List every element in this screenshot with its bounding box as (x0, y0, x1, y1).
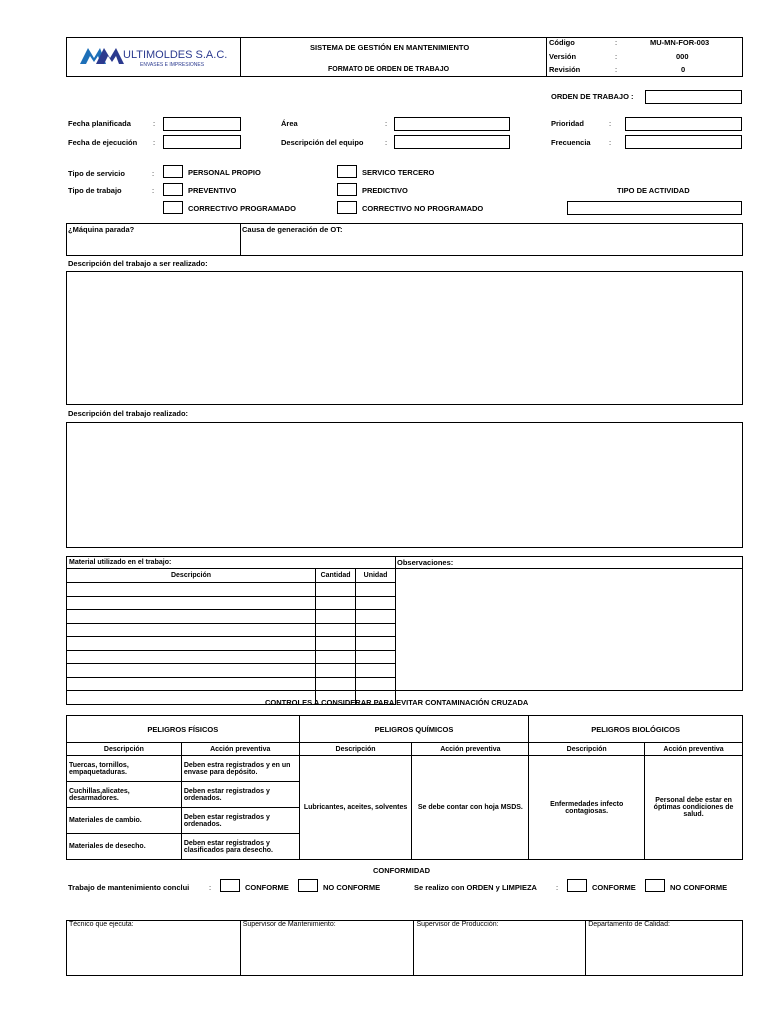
fis-accion-3: Deben estar registrados y clasificados para desecho. (181, 834, 299, 860)
trabajo-no-conforme-checkbox[interactable] (298, 879, 318, 892)
material-col-unidad: Unidad (356, 569, 396, 583)
controles-title: CONTROLES A CONSIDERAR PARA EVITAR CONTAMINACIÓN CRUZADA (265, 698, 529, 707)
predictivo-checkbox[interactable] (337, 183, 357, 196)
logo-text: ULTIMOLDES S.A.C. (123, 49, 228, 61)
codigo-value: MU-MN-FOR-003 (650, 38, 710, 47)
version-value: 000 (676, 52, 689, 61)
fis-desc-2: Materiales de cambio. (67, 808, 182, 834)
frecuencia-label: Frecuencia (551, 138, 591, 147)
fis-accion-1: Deben estar registrados y ordenados. (181, 782, 299, 808)
table-row (67, 637, 396, 651)
table-row (67, 623, 396, 637)
fis-desc-0: Tuercas, tornillos, empaquetaduras. (67, 756, 182, 782)
table-row (67, 610, 396, 624)
trabajo-concluido-colon: : (209, 883, 212, 892)
bio-desc: Enfermedades infecto contagiosas. (529, 756, 645, 860)
prioridad-input[interactable] (625, 117, 742, 131)
area-label: Área (281, 119, 298, 128)
servicio-tercero-checkbox[interactable] (337, 165, 357, 178)
peligros-biologicos-header: PELIGROS BIOLÓGICOS (529, 716, 743, 743)
bio-accion-header: Acción preventiva (645, 743, 743, 756)
trabajo-concluido-label: Trabajo de mantenimiento conclui (68, 883, 190, 892)
tipo-trabajo-colon: : (152, 186, 155, 195)
personal-propio-label: PERSONAL PROPIO (188, 168, 261, 177)
quim-accion: Se debe contar con hoja MSDS. (412, 756, 529, 860)
trabajo-conforme-label: CONFORME (245, 883, 289, 892)
firma-tecnico-label: Técnico que ejecuta: (69, 921, 134, 928)
version-colon: : (615, 52, 618, 61)
fecha-planificada-colon: : (153, 119, 156, 128)
system-title: SISTEMA DE GESTIÓN EN MANTENIMIENTO (310, 43, 470, 52)
table-row (67, 664, 396, 678)
desc-realizado-textarea[interactable] (66, 422, 743, 548)
preventivo-label: PREVENTIVO (188, 186, 237, 195)
maquina-parada-label: ¿Máquina parada? (68, 225, 135, 234)
observaciones-divider (395, 568, 743, 569)
header-divider-2 (546, 37, 547, 77)
table-row (67, 677, 396, 691)
revision-colon: : (615, 65, 618, 74)
peligros-fisicos-header: PELIGROS FÍSICOS (67, 716, 300, 743)
fecha-planificada-input[interactable] (163, 117, 241, 131)
causa-ot-label: Causa de generación de OT: (242, 225, 343, 234)
quim-desc: Lubricantes, aceites, solventes (299, 756, 412, 860)
limpieza-colon: : (556, 883, 559, 892)
codigo-label: Código (549, 38, 575, 47)
company-logo-icon (80, 46, 126, 66)
fis-accion-header: Acción preventiva (181, 743, 299, 756)
fecha-ejecucion-label: Fecha de ejecución (68, 138, 138, 147)
controles-table (66, 715, 743, 860)
logo-subtext: ENVASES E IMPRESIONES (140, 62, 205, 68)
tipo-actividad-label: TIPO DE ACTIVIDAD (617, 186, 690, 195)
quim-desc-header: Descripción (299, 743, 412, 756)
personal-propio-checkbox[interactable] (163, 165, 183, 178)
trabajo-conforme-checkbox[interactable] (220, 879, 240, 892)
table-row (67, 583, 396, 597)
fecha-ejecucion-colon: : (153, 138, 156, 147)
tipo-trabajo-label: Tipo de trabajo (68, 186, 122, 195)
firma-sup-prod-label: Supervisor de Producción: (416, 921, 499, 928)
fecha-planificada-label: Fecha planificada (68, 119, 131, 128)
correctivo-no-programado-checkbox[interactable] (337, 201, 357, 214)
firmas-table (66, 920, 743, 976)
servicio-tercero-label: SERVICO TERCERO (362, 168, 435, 177)
firma-sup-mant-label: Supervisor de Mantenimiento: (242, 921, 336, 928)
limpieza-conforme-checkbox[interactable] (567, 879, 587, 892)
correctivo-no-programado-label: CORRECTIVO NO PROGRAMADO (362, 204, 484, 213)
observaciones-label: Observaciones: (397, 558, 454, 567)
fis-desc-3: Materiales de desecho. (67, 834, 182, 860)
fis-accion-0: Deben estra registrados y en un envase para depósito. (181, 756, 299, 782)
tipo-servicio-label: Tipo de servicio (68, 169, 125, 178)
material-title: Material utilizado en el trabajo: (67, 557, 396, 569)
table-row (67, 596, 396, 610)
tipo-servicio-colon: : (152, 169, 155, 178)
preventivo-checkbox[interactable] (163, 183, 183, 196)
predictivo-label: PREDICTIVO (362, 186, 408, 195)
descripcion-equipo-label: Descripción del equipo (281, 138, 364, 147)
firma-calidad-label: Departamento de Calidad: (588, 921, 670, 928)
tipo-actividad-input[interactable] (567, 201, 742, 215)
frecuencia-input[interactable] (625, 135, 742, 149)
maquina-causa-box (66, 223, 743, 256)
prioridad-label: Prioridad (551, 119, 584, 128)
desc-a-realizar-label: Descripción del trabajo a ser realizado: (68, 259, 208, 268)
bio-accion: Personal debe estar en óptimas condiciones de salud. (645, 756, 743, 860)
orden-trabajo-label: ORDEN DE TRABAJO : (551, 92, 634, 101)
limpieza-conforme-label: CONFORME (592, 883, 636, 892)
desc-a-realizar-textarea[interactable] (66, 271, 743, 405)
limpieza-no-conforme-label: NO CONFORME (670, 883, 728, 892)
version-label: Versión (549, 52, 577, 61)
firma-supervisor-produccion[interactable] (414, 921, 586, 976)
trabajo-no-conforme-label: NO CONFORME (323, 883, 381, 892)
limpieza-label: Se realizo con ORDEN y LIMPIEZA (414, 883, 537, 892)
fis-desc-1: Cuchillas,alicates, desarmadores. (67, 782, 182, 808)
maquina-causa-divider (240, 223, 241, 256)
table-row (67, 650, 396, 664)
fis-desc-header: Descripción (67, 743, 182, 756)
prioridad-colon: : (609, 119, 612, 128)
orden-trabajo-input[interactable] (645, 90, 742, 104)
header-divider-1 (240, 37, 241, 77)
correctivo-programado-checkbox[interactable] (163, 201, 183, 214)
limpieza-no-conforme-checkbox[interactable] (645, 879, 665, 892)
area-input[interactable] (394, 117, 510, 131)
frecuencia-colon: : (609, 138, 612, 147)
conformidad-title: CONFORMIDAD (373, 866, 431, 875)
correctivo-programado-label: CORRECTIVO PROGRAMADO (188, 204, 296, 213)
material-col-desc: Descripción (67, 569, 316, 583)
revision-label: Revisión (549, 65, 581, 74)
firma-supervisor-mantenimiento[interactable] (240, 921, 414, 976)
desc-realizado-label: Descripción del trabajo realizado: (68, 409, 189, 418)
firma-tecnico[interactable] (67, 921, 241, 976)
material-table (66, 556, 396, 705)
codigo-colon: : (615, 38, 618, 47)
observaciones-box[interactable] (395, 556, 743, 691)
revision-value: 0 (681, 65, 686, 74)
quim-accion-header: Acción preventiva (412, 743, 529, 756)
fecha-ejecucion-input[interactable] (163, 135, 241, 149)
descripcion-equipo-colon: : (385, 138, 388, 147)
area-colon: : (385, 119, 388, 128)
descripcion-equipo-input[interactable] (394, 135, 510, 149)
bio-desc-header: Descripción (529, 743, 645, 756)
peligros-quimicos-header: PELIGROS QUÍMICOS (299, 716, 529, 743)
form-title: FORMATO DE ORDEN DE TRABAJO (328, 66, 450, 73)
material-col-cantidad: Cantidad (316, 569, 356, 583)
fis-accion-2: Deben estar registrados y ordenados. (181, 808, 299, 834)
firma-calidad[interactable] (586, 921, 743, 976)
